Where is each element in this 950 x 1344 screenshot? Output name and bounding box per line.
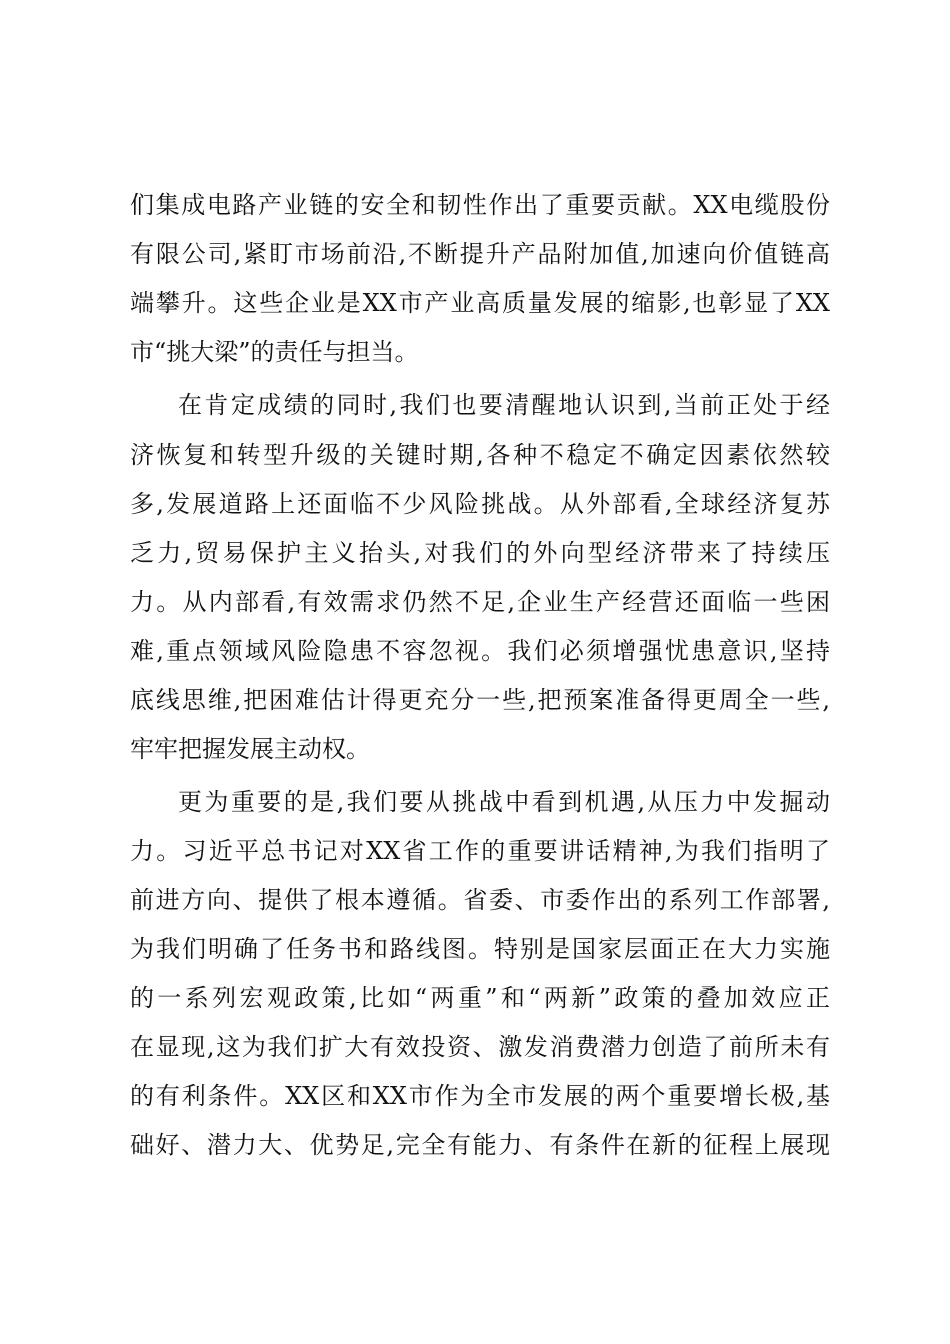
p2-line-5: 力。从内部看,有效需求仍然不足,企业生产经营还面临一些困 — [130, 588, 830, 616]
p1-line-2: 有限公司,紧盯市场前沿,不断提升产品附加值,加速向价值链高 — [130, 240, 830, 268]
p2-line-6: 难,重点领域风险隐患不容忽视。我们必须增强忧患意识,坚持 — [130, 637, 830, 665]
p3-line-8: 础好、潜力大、优势足,完全有能力、有条件在新的征程上展现 — [130, 1131, 830, 1159]
p2-line-2: 济恢复和转型升级的关键时期,各种不稳定不确定因素依然较 — [130, 441, 830, 469]
p1-line-4: 市“挑大梁”的责任与担当。 — [130, 338, 419, 366]
p1-line-3: 端攀升。这些企业是XX市产业高质量发展的缩影,也彰显了XX — [130, 289, 830, 317]
p1-line-1: 们集成电路产业链的安全和韧性作出了重要贡献。XX电缆股份 — [130, 191, 830, 219]
p3-line-1: 更为重要的是,我们要从挑战中看到机遇,从压力中发掘动 — [178, 788, 830, 816]
p3-line-5: 的一系列宏观政策,比如“两重”和“两新”政策的叠加效应正 — [130, 984, 830, 1012]
p3-line-4: 为我们明确了任务书和路线图。特别是国家层面正在大力实施 — [130, 935, 830, 963]
p3-line-2: 力。习近平总书记对XX省工作的重要讲话精神,为我们指明了 — [130, 837, 830, 865]
p2-line-7: 底线思维,把困难估计得更充分一些,把预案准备得更周全一些, — [130, 686, 830, 714]
p2-line-1: 在肯定成绩的同时,我们也要清醒地认识到,当前正处于经 — [178, 391, 830, 419]
p2-line-8: 牢牢把握发展主动权。 — [130, 735, 370, 763]
p3-line-3: 前进方向、提供了根本遵循。省委、市委作出的系列工作部署, — [130, 886, 830, 914]
p3-line-6: 在显现,这为我们扩大有效投资、激发消费潜力创造了前所未有 — [130, 1033, 830, 1061]
p2-line-4: 乏力,贸易保护主义抬头,对我们的外向型经济带来了持续压 — [130, 539, 830, 567]
p2-line-3: 多,发展道路上还面临不少风险挑战。从外部看,全球经济复苏 — [130, 490, 830, 518]
p3-line-7: 的有利条件。XX区和XX市作为全市发展的两个重要增长极,基 — [130, 1082, 830, 1110]
